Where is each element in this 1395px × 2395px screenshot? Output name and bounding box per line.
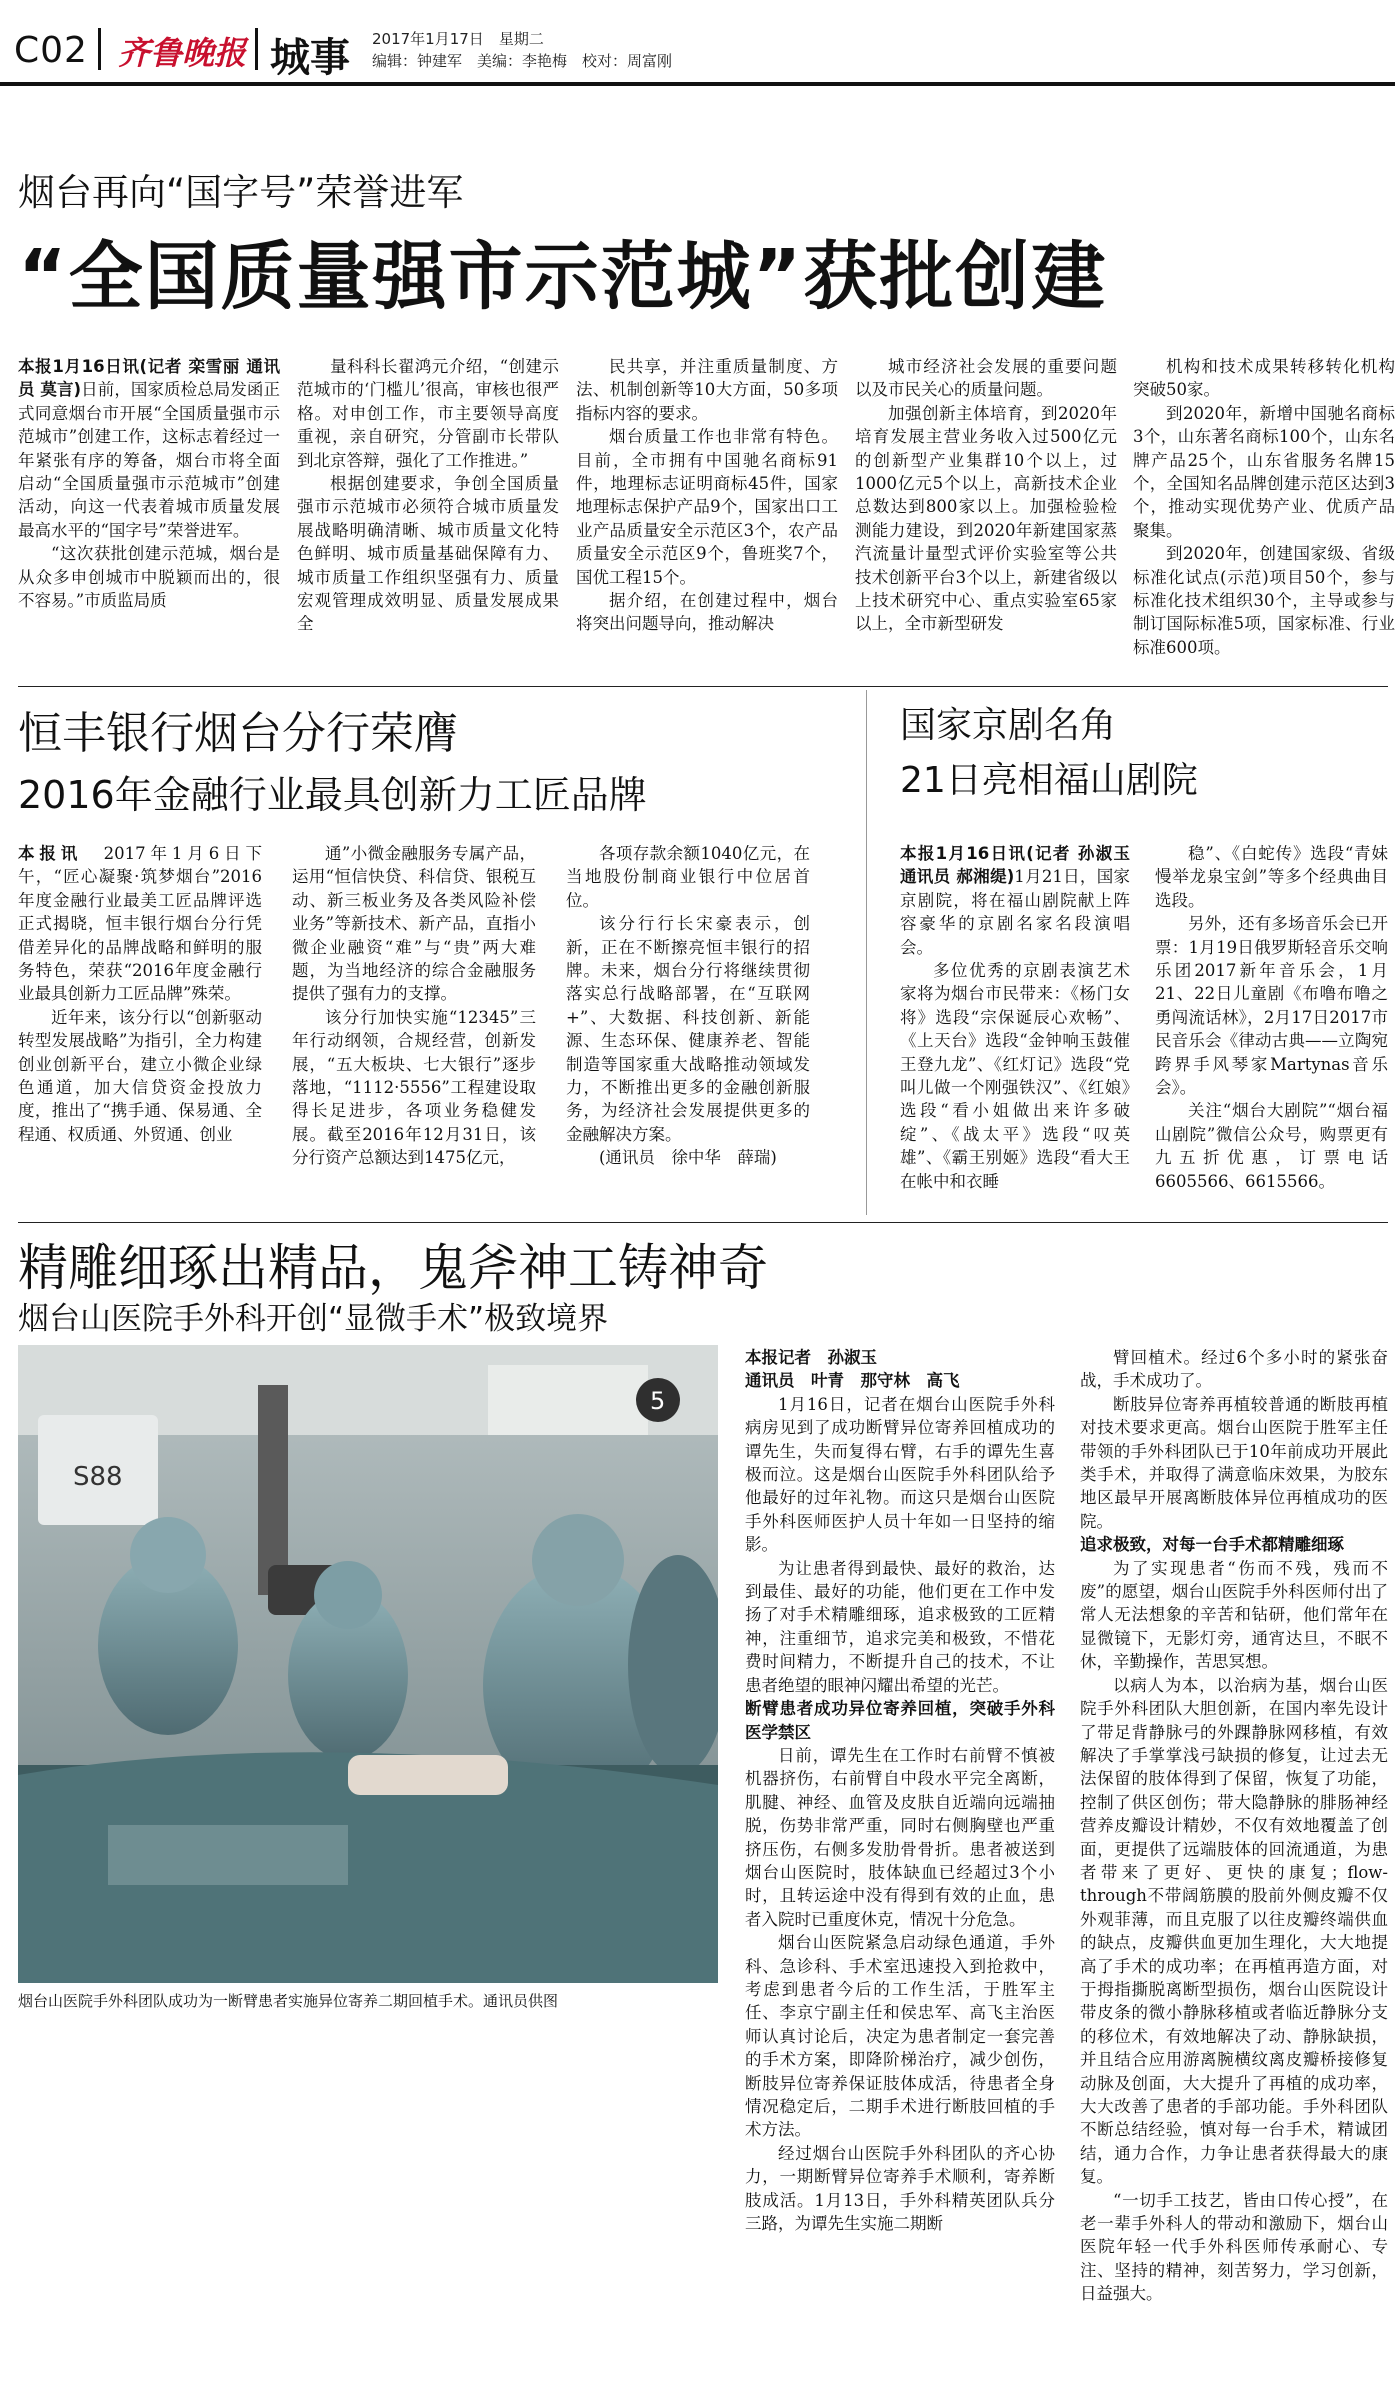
paragraph: 为让患者得到最快、最好的救治，达到最佳、最好的功能，他们更在工作中发扬了对手术精雕细琢，追求极致的工匠精神，注重细节，追求完美和极致，不惜花费时间精力，不断提升自己的技术，不让患者绝望的眼神闪耀出希望的光芒。 bbox=[745, 1558, 1055, 1695]
article1-column bbox=[576, 355, 838, 685]
article3-subtitle: 21日亮相福山剧院 bbox=[900, 760, 1198, 801]
paragraph: 到2020年，创建国家级、省级标准化试点(示范)项目50个，参与标准化技术组织30个，主导或参与制订国际标准5项，国家标准、行业标准600项。 bbox=[1133, 544, 1395, 657]
paragraph: 根据创建要求，争创全国质量强市示范城市必须符合城市质量发展战略明确清晰、城市质量文化特色鲜明、城市质量基础保障有力、城市质量工作组织坚强有力、质量宏观管理成效明显、质量发展成果全 bbox=[297, 474, 559, 634]
article1-column bbox=[1133, 355, 1395, 685]
paragraph: 追求极致，对每一台手术都精雕细琢 bbox=[1080, 1535, 1344, 1555]
paragraph: “这次获批创建示范城，烟台是从众多申创城市中脱颖而出的，很不容易。”市质监局质 bbox=[18, 544, 280, 611]
paragraph: 该分行行长宋豪表示，创新，正在不断擦亮恒丰银行的招牌。未来，烟台分行将继续贯彻落实总行战略部署，在“互联网+”、大数据、科技创新、新能源、生态环保、健康养老、智能制造等国家重大战略推动领域发力，不断推出更多的金融创新服务，为经济社会发展提供更多的金融解决方案。 bbox=[566, 914, 810, 1144]
article1-column bbox=[297, 355, 559, 685]
issue-date bbox=[372, 28, 544, 49]
editors-line: 编辑：钟建军 美编：李艳梅 校对：周富刚 bbox=[372, 52, 673, 70]
section-rule bbox=[18, 1222, 1388, 1223]
masthead-divider bbox=[98, 28, 101, 70]
paragraph: 以病人为本，以治病为基，烟台山医院手外科团队大胆创新，在国内率先设计了带足背静脉弓的外踝静脉网移植，有效解决了手掌掌浅弓缺损的修复，让过去无法保留的肢体得到了保留，恢复了功能，控制了供区创伤；带大隐静脉的腓肠神经营养皮瓣设计精妙，不仅有效地覆盖了创面，更提供了远端肢体的回流通道，为患者带来了更好、更快的康复；flow-through不带阔筋膜的股前外侧皮瓣不仅外观菲薄，而且克服了以往皮瓣终端供血的缺点，皮瓣供血更加生理化，大大地提高了手术的成功率；在再植再造方面，对于拇指撕脱离断型损伤，烟台山医院设计带皮条的微小静脉移植或者临近静脉分支的移位术，有效地解决了动、静脉缺损，并且结合应用游离腕横纹离皮瓣桥接修复动脉及创面，大大提升了再植的成功率，大大改善了患者的手部功能。手外科团队不断总结经验，慎对每一台手术，精诚团结，通力合作，力争让患者获得最大的康复。 bbox=[1080, 1675, 1388, 2187]
paragraph: 另外，还有多场音乐会已开票：1月19日俄罗斯轻音乐交响乐团2017新年音乐会，1月21、22日儿童剧《布噜布噜之勇闯流话林》，2月17日2017市民音乐会《律动古典——立陶宛跨界手风琴家Martynas音乐会》。 bbox=[1155, 914, 1388, 1098]
paragraph: 断臂患者成功异位寄养回植，突破手外科医学禁区 bbox=[745, 1699, 1055, 1742]
article2-column bbox=[18, 842, 262, 1219]
paragraph: 本报讯 2017年1月6日下午，“匠心凝聚·筑梦烟台”2016年度金融行业最美工匠品牌评选正式揭晓，恒丰银行烟台分行凭借差异化的品牌战略和鲜明的服务特色，荣获“2016年度金融行业最具创新力工匠品牌”殊荣。 bbox=[18, 844, 262, 1004]
paragraph: 民共享，并注重质量制度、方法、机制创新等10大方面，50多项指标内容的要求。 bbox=[576, 357, 838, 423]
paragraph: 臂回植术。经过6个多小时的紧张奋战，手术成功了。 bbox=[1080, 1348, 1388, 1391]
date-text: 2017年1月17日 bbox=[372, 30, 484, 48]
article4-column bbox=[745, 1346, 1055, 2386]
surgery-scene-image bbox=[18, 1345, 718, 1983]
wall-number: 5 bbox=[650, 1387, 666, 1415]
paragraph: 加强创新主体培育，到2020年培育发展主营业务收入过500亿元的创新型产业集群10个以上，过1000亿元5个以上，高新技术企业总数达到800家以上。加强检验检测能力建设，到2020年新建国家蒸汽流量计量型式评价实验室等公共技术创新平台3个以上，新建省级以上技术研究中心、重点实验室65家以上，全市新型研发 bbox=[855, 403, 1117, 634]
paragraph: 到2020年，新增中国驰名商标3个，山东著名商标100个，山东名牌产品25个，山东省服务名牌15个，全国知名品牌创建示范区达到3个，推动实现优势产业、优质产品聚集。 bbox=[1133, 403, 1395, 540]
section-title: 城事 bbox=[270, 35, 350, 81]
paragraph: 各项存款余额1040亿元，在当地股份制商业银行中位居首位。 bbox=[566, 844, 810, 910]
photo-caption: 烟台山医院手外科团队成功为一断臂患者实施异位寄养二期回植手术。通讯员供图 bbox=[18, 1992, 559, 2010]
paragraph: 量科科长翟鸿元介绍，“创建示范城市的‘门槛儿’很高，审核也很严格。对申创工作，市主要领导高度重视，亲自研究，分管副市长带队到北京答辩，强化了工作推进。” bbox=[297, 357, 559, 470]
paragraph: 1月16日，记者在烟台山医院手外科病房见到了成功断臂异位寄养回植成功的谭先生，失而复得右臂，右手的谭先生喜极而泣。这是烟台山医院手外科团队给予他最好的过年礼物。而这只是烟台山医院手外科医师医护人员十年如一日坚持的缩影。 bbox=[745, 1394, 1055, 1555]
paragraph: “一切手工技艺，皆由口传心授”，在老一辈手外科人的带动和激励下，烟台山医院年轻一代手外科医师传承耐心、专注、坚持的精神，刻苦努力，学习创新，日益强大。 bbox=[1080, 2190, 1388, 2304]
article3-column bbox=[900, 842, 1130, 1219]
paragraph: 通”小微金融服务专属产品，运用“恒信快贷、科信贷、银税互动、新三板业务及各类风险补偿业务”等新技术、新产品，直指小微企业融资“难”与“贵”两大难题，为当地经济的综合金融服务提供了强有力的支撑。 bbox=[292, 844, 536, 1004]
article4-subtitle: 烟台山医院手外科开创“显微手术”极致境界 bbox=[18, 1301, 609, 1337]
paragraph: 据介绍，在创建过程中，烟台将突出问题导向，推动解决 bbox=[576, 591, 838, 634]
article1-column bbox=[18, 355, 280, 685]
paragraph: 关注“烟台大剧院”“烟台福山剧院”微信公众号，购票更有九五折优惠，订票电话6605566、6615566。 bbox=[1155, 1101, 1388, 1191]
newspaper-logo: 齐鲁晚报 bbox=[118, 34, 247, 72]
article1-kicker: 烟台再向“国字号”荣誉进军 bbox=[18, 171, 464, 214]
paragraph: 稳”、《白蛇传》选段“青妹慢举龙泉宝剑”等多个经典曲目选段。 bbox=[1155, 844, 1388, 910]
paragraph: 日前，谭先生在工作时右前臂不慎被机器挤伤，右前臂自中段水平完全离断，肌腱、神经、血管及皮肤自近端向远端抽脱，伤势非常严重，同时右侧胸壁也严重挤压伤，右侧多发肋骨骨折。患者被送到烟台山医院时，肢体缺血已经超过3个小时，且转运途中没有得到有效的止血，患者入院时已重度休克，情况十分危急。 bbox=[745, 1745, 1055, 1929]
article1-column bbox=[855, 355, 1117, 685]
article2-subtitle: 2016年金融行业最具创新力工匠品牌 bbox=[18, 773, 647, 817]
paragraph: 机构和技术成果转移转化机构突破50家。 bbox=[1133, 357, 1395, 400]
article3-title: 国家京剧名角 bbox=[900, 705, 1117, 746]
article2-column bbox=[566, 842, 810, 1219]
paragraph: 近年来，该分行以“创新驱动转型发展战略”为指引，全力构建创业创新平台，建立小微企业绿色通道，加大信贷资金投放力度，推出了“携手通、保易通、全程通、权质通、外贸通、创业 bbox=[18, 1007, 262, 1144]
paragraph: 烟台质量工作也非常有特色。目前，全市拥有中国驰名商标91件，地理标志证明商标45件，国家地理标志保护产品9个，国家出口工业产品质量安全示范区3个，农产品质量安全示范区9个，鲁班奖7个，国优工程15个。 bbox=[576, 427, 838, 587]
paragraph: 经过烟台山医院手外科团队的齐心协力，一期断臂异位寄养手术顺利，寄养断肢成活。1月13日，手外科精英团队兵分三路，为谭先生实施二期断 bbox=[745, 2143, 1055, 2234]
article1-headline: “全国质量强市示范城”获批创建 bbox=[18, 234, 1108, 320]
section-rule bbox=[18, 686, 1388, 687]
machine-label: S88 bbox=[73, 1462, 123, 1492]
paragraph: 断肢异位寄养再植较普通的断肢再植对技术要求更高。烟台山医院于胜军主任带领的手外科团队已于10年前成功开展此类手术，并取得了满意临床效果，为胶东地区最早开展离断肢体异位再植成功的医院。 bbox=[1080, 1394, 1388, 1531]
surgery-photo bbox=[18, 1345, 718, 1983]
article2-title: 恒丰银行烟台分行荣膺 bbox=[18, 708, 458, 759]
article4-title: 精雕细琢出精品，鬼斧神工铸神奇 bbox=[18, 1239, 768, 1297]
masthead-rule bbox=[0, 82, 1395, 86]
column-divider bbox=[866, 690, 867, 1215]
article4-column bbox=[1080, 1346, 1388, 2386]
paragraph: 本报记者 孙淑玉 通讯员 叶青 那守林 高飞 bbox=[745, 1348, 960, 1391]
paragraph: 多位优秀的京剧表演艺术家将为烟台市民带来：《杨门女将》选段“宗保诞辰心欢畅”、《上天台》选段“金钟响玉鼓催王登九龙”、《红灯记》选段“党叫儿做一个刚强铁汉”、《红娘》选段“看小姐做出来许多破绽”、《战太平》选段“叹英雄”、《霸王别姬》选段“看大王在帐中和衣睡 bbox=[900, 961, 1130, 1191]
article3-column bbox=[1155, 842, 1388, 1219]
article2-column bbox=[292, 842, 536, 1219]
paragraph: (通讯员 徐中华 薛瑞) bbox=[599, 1148, 777, 1168]
paragraph: 为了实现患者“伤而不残，残而不废”的愿望，烟台山医院手外科医师付出了常人无法想象的辛苦和钻研，他们常年在显微镜下，无影灯旁，通宵达旦，不眠不休，辛勤操作，苦思冥想。 bbox=[1080, 1558, 1388, 1672]
paragraph: 本报1月16日讯(记者 栾雪丽 通讯员 莫言)日前，国家质检总局发函正式同意烟台市开展“全国质量强市示范城市”创建工作，这标志着经过一年紧张有序的筹备，烟台市将全面启动“全国质量强市示范城市”创建活动，向这一代表着城市质量发展最高水平的“国字号”荣誉进军。 bbox=[18, 357, 280, 540]
weekday-text: 星期二 bbox=[498, 30, 544, 48]
paragraph: 该分行加快实施“12345”三年行动纲领，合规经营，创新发展，“五大板块、七大银行”逐步落地，“1112·5556”工程建设取得长足进步，各项业务稳健发展。截至2016年12月31日，该分行资产总额达到1475亿元， bbox=[292, 1007, 536, 1168]
masthead-divider bbox=[255, 28, 258, 70]
paragraph: 城市经济社会发展的重要问题以及市民关心的质量问题。 bbox=[855, 357, 1117, 400]
paragraph: 烟台山医院紧急启动绿色通道，手外科、急诊科、手术室迅速投入到抢救中，考虑到患者今后的工作生活，于胜军主任、李京宁副主任和侯忠军、高飞主治医师认真讨论后，决定为患者制定一套完善的手术方案，即降阶梯治疗，减少创伤，断肢异位寄养保证肢体成活，待患者全身情况稳定后，二期手术进行断肢回植的手术方法。 bbox=[745, 1933, 1055, 2140]
paragraph: 本报1月16日讯(记者 孙淑玉 通讯员 郝湘缇)1月21日，国家京剧院，将在福山剧院献上阵容豪华的京剧名家名段演唱会。 bbox=[900, 844, 1130, 957]
page-code: C02 bbox=[14, 30, 88, 71]
